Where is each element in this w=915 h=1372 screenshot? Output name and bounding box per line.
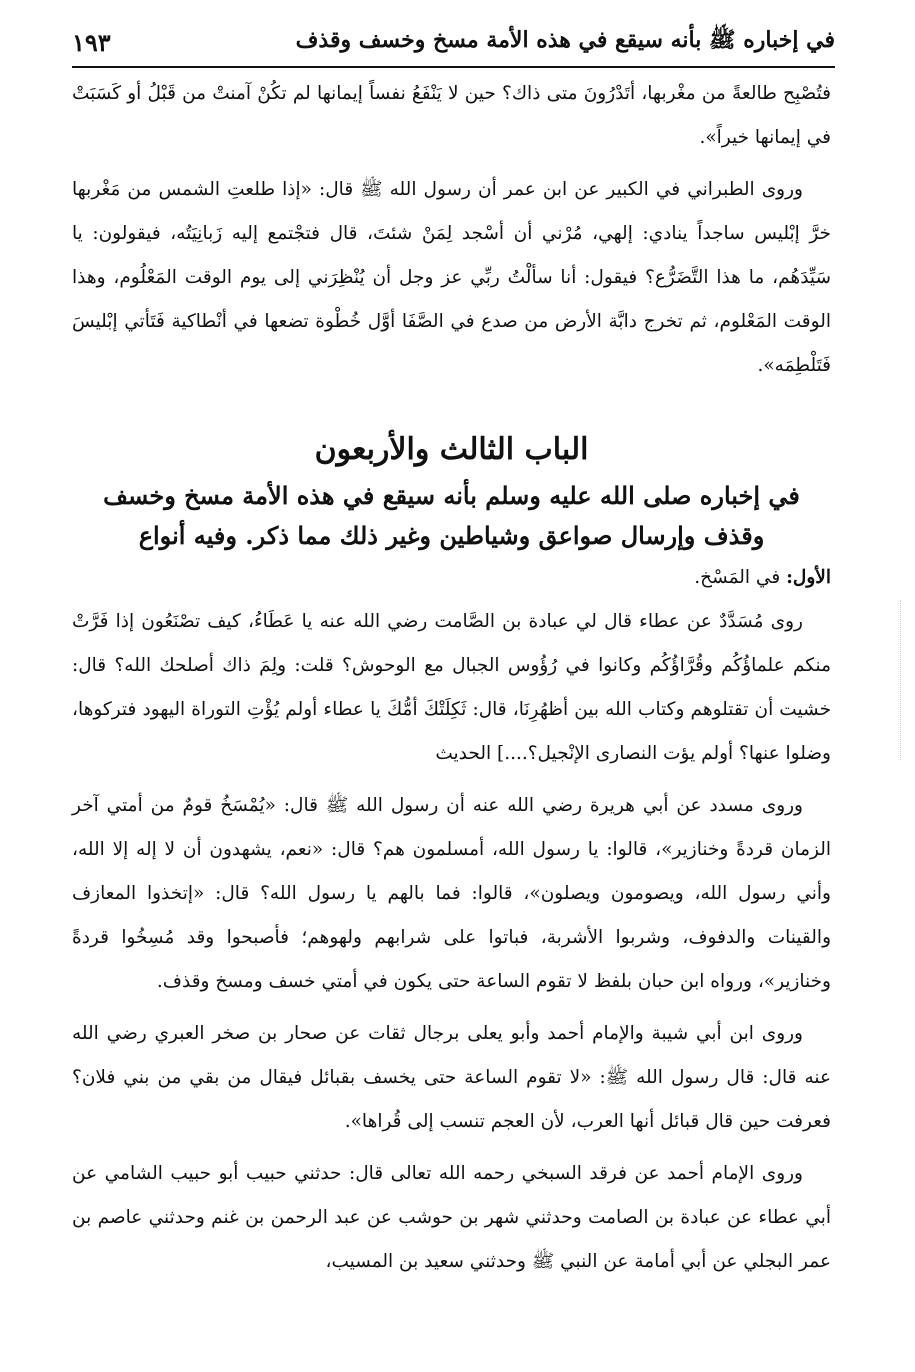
spacer	[72, 1004, 831, 1012]
paragraph-musaddad: روى مُسَدَّدٌ عن عطاء قال لي عبادة بن الصَّامت رضي الله عنه يا عَطَاءُ، كيف تصْنَعُون إذا فَرَّتْ منكم علماؤُكُم وقُرَّاؤُكُم وكانوا في رُؤُوس الجبال مع الوحوش؟ قلت: ولِمَ ذاك أصلحك الله؟ قال: خشيت أن تقتلوهم وكتاب الله بين أظهُرِنَا، قال: ثَكِلَتْكَ أمُّكَ يا عطاء أولم يُؤْتِ التوراة اليهود فتركوها، وضلوا عنها؟ أولم يؤت النصارى الإنْجيل؟....] الحديث	[72, 611, 831, 764]
page-number: ١٩٣	[72, 27, 111, 57]
paragraph-ahmad: وروى الإمام أحمد عن فرقد السبخي رحمه الله تعالى قال: حدثني حبيب أبو حبيب الشامي عن أبي عطاء عن عبادة بن الصامت وحدثني شهر بن حوشب عن عبد الرحمن بن غنم وحدثني عاصم بن عمر البجلي عن أبي أمامة عن النبي ﷺ وحدثني سعيد بن المسيب،	[72, 1163, 831, 1272]
spacer	[72, 160, 831, 168]
page-body	[72, 72, 831, 1284]
spacer	[72, 776, 831, 784]
chapter-subtitle: في إخباره صلى الله عليه وسلم بأنه سيقع في هذه الأمة مسخ وخسف وقذف وإرسال صواعق وشياطين وغير ذلك مما ذكر. وفيه أنواع	[103, 481, 800, 550]
running-title: في إخباره ﷺ بأنه سيقع في هذه الأمة مسخ وخسف وقذف	[295, 27, 835, 53]
section-label	[72, 560, 831, 596]
running-header	[72, 22, 835, 62]
paragraph-tabarani: وروى الطبراني في الكبير عن ابن عمر أن رسول الله ﷺ قال: «إذا طلعتِ الشمس من مَغْربها خرَّ إبْليس ساجداً ينادي: إلهي، مُرْني أن أسْجد لِمَنْ شئتَ، قال فتجْتمع إليه زَبانِيَتُه، فيقولون: يا سَيِّدَهُم، ما هذا التَّضَرُّع؟ فيقول: أنا سألْتُ ربِّي عز وجل أن يُنْظِرَني إلى يوم الوقت المَعْلُوم، وهذا الوقت المَعْلوم، ثم تخرج دابَّة الأرض من صدع في الصَّفَا أوَّل خُطْوة تضعها في أنْطاكية فَتَأتي إبْليسَ فَتَلْطِمَه».	[72, 179, 831, 376]
paragraph-abu-hurayra: وروى مسدد عن أبي هريرة رضي الله عنه أن رسول الله ﷺ قال: «يُمْسَخُ قومٌ من أمتي آخر الزمان قردةً وخنازير»، قالوا: يا رسول الله، أمسلمون هم؟ قال: «نعم، يشهدون أن لا إله إلا الله، وأني رسول الله، ويصومون ويصلون»، قالوا: فما بالهم يا رسول الله؟ قال: «إتخذوا المعازف والقينات والدفوف، وشربوا الأشربة، فباتوا على شرابهم ولهوهم؛ فأصبحوا وقد مُسِخُوا قردةً وخنازير»، ورواه ابن حبان بلفظ لا تقوم الساعة حتى يكون في أمتي خسف ومسخ وقذف.	[72, 795, 831, 992]
section-label-text: في المَسْخ.	[694, 567, 781, 588]
header-rule	[72, 66, 835, 68]
section-label-number: الأول:	[786, 567, 831, 588]
paragraph-ibn-abi-shayba: وروى ابن أبي شيبة والإمام أحمد وأبو يعلى برجال ثقات عن صحار بن صخر العبري رضي الله عنه قال: قال رسول الله ﷺ: «لا تقوم الساعة حتى يخسف بقبائل فيقال من بقي من بني فلان؟ فعرفت حين قال قبائل أنها العرب، لأن العجم تنسب إلى قُراها».	[72, 1023, 831, 1132]
paragraph-intro: فتُصْبِح طالعةً من مغْربها، أتَدْرُونَ متى ذاك؟ حين لا يَنْفَعُ نفساً إيمانها لم تكُنْ آمنتْ من قَبْلُ أو كَسَبَتْ في إيمانها خيراً».	[72, 83, 831, 148]
spacer	[72, 1144, 831, 1152]
scan-edge-noise	[900, 600, 907, 760]
chapter-title: الباب الثالث والأربعون	[314, 432, 589, 467]
spacer	[72, 388, 831, 428]
